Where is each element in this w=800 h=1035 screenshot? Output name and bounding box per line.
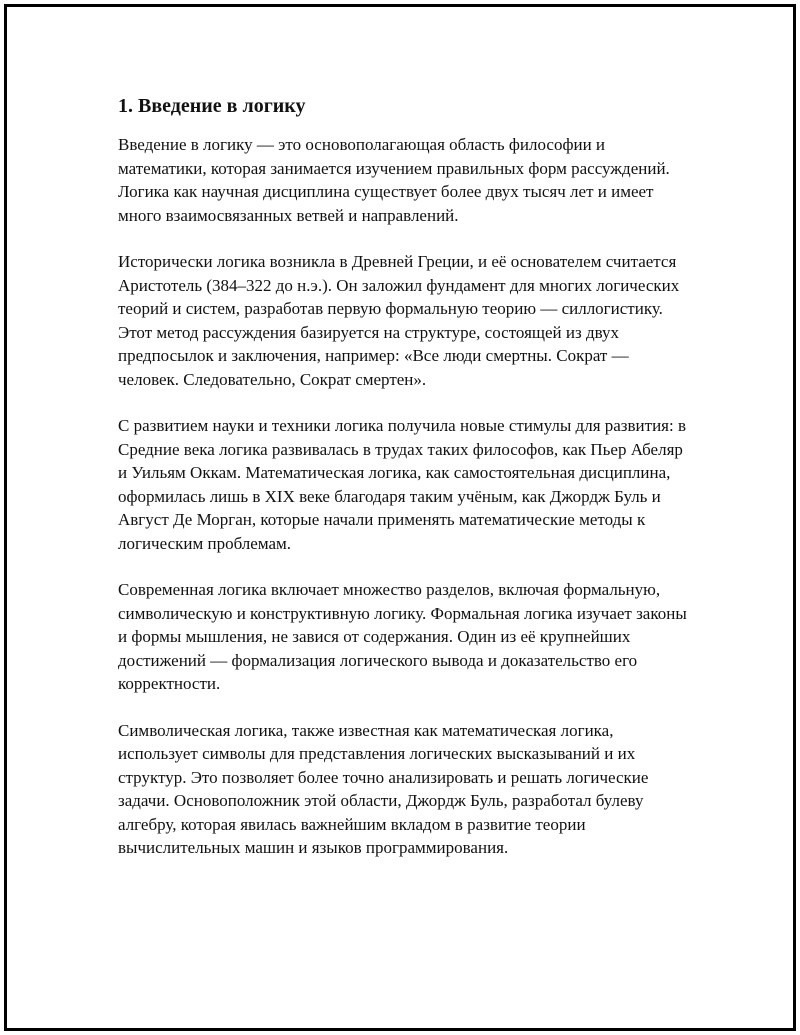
document-body xyxy=(118,93,693,883)
paragraph-modern-logic: Современная логика включает множество разделов, включая формальную, символическую и конструктивную логику. Формальная логика изучает законы и формы мышления, не завися от содержания. Один из её крупнейших достижений — формализация логического вывода и доказательство его корректности. xyxy=(118,580,687,693)
section-heading: 1. Введение в логику xyxy=(118,95,306,117)
paragraph-development: С развитием науки и техники логика получила новые стимулы для развития: в Средние века логика развивалась в трудах таких философов, как Пьер Абеляр и Уильям Оккам. Математическая логика, как самостоятельная дисциплина, оформилась лишь в XIX веке благодаря таким учёным, как Джордж Буль и Август Де Морган, которые начали применять математические методы к логическим проблемам. xyxy=(118,416,686,553)
paragraph-symbolic-logic: Символическая логика, также известная как математическая логика, использует символы для представления логических высказываний и их структур. Это позволяет более точно анализировать и решать логические задачи. Основоположник этой области, Джордж Буль, разработал булеву алгебру, которая явилась важнейшим вкладом в развитие теории вычислительных машин и языков программирования. xyxy=(118,720,649,857)
paragraph-history: Исторически логика возникла в Древней Греции, и её основателем считается Аристотель (384–322 до н.э.). Он заложил фундамент для многих логических теорий и систем, разработав первую формальную теорию — силлогистику. Этот метод рассуждения базируется на структуре, состоящей из двух предпосылок и заключения, например: «Все люди смертны. Сократ — человек. Следовательно, Сократ смертен». xyxy=(118,252,680,389)
paragraph-introduction: Введение в логику — это основополагающая область философии и математики, которая занимается изучением правильных форм рассуждений. Логика как научная дисциплина существует более двух тысяч лет и имеет много взаимосвязанных ветвей и направлений. xyxy=(118,135,670,225)
